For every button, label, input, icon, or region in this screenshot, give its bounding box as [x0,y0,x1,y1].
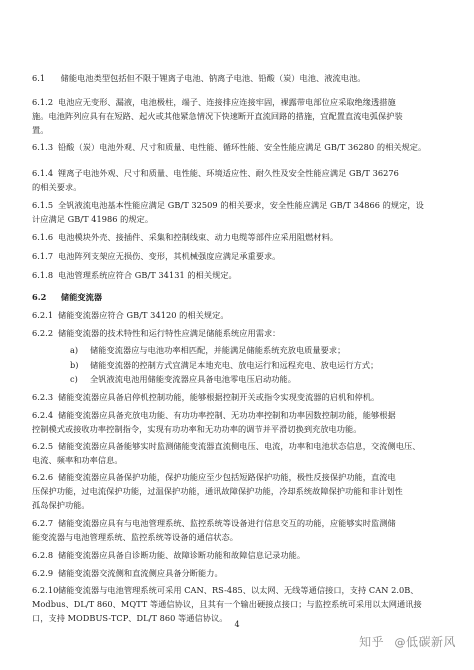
clause-text: 口，支持 MODBUS-TCP、DL/T 860 等通信协议。 [32,613,228,623]
clause-text: 全钒液流电池基本性能应满足 GB/T 32509 的相关要求，安全性能应满足 GB/T 34866 的规定，设 [58,200,424,210]
text-line [32,392,444,402]
clause-number: 6.2.10 [32,585,59,595]
watermark-brand: 知乎 [359,635,385,649]
clause-text: 的相关要求。 [32,182,82,192]
text-line [32,97,444,107]
clause-text: 储能变流器交流侧和直流侧应具备分断能力。 [58,568,223,578]
list-item [70,360,444,370]
text-line [32,518,444,528]
list-item-text: 全钒液流电池用储能变流器应具备电池零电压启动功能。 [90,374,296,384]
clause-text: 储能变流器应具备充放电功能、有功功率控制、无功功率控制和功率因数控制功能，能够根据 [58,410,396,420]
clause-text: 能变流器与电池管理系统、监控系统等设备的通信状态。 [32,532,238,542]
text-line [32,585,444,595]
clause-text: 储能变流器应符合 GB/T 34120 的相关规定。 [58,310,229,320]
text-line [32,500,444,510]
text-line [32,214,444,224]
clause-number: 6.1.8 [32,270,54,280]
clause-text: 电池管理系统应符合 GB/T 34131 的相关规定。 [58,270,237,280]
clause-text: 电池模块外壳、接插件、采集和控制线束、动力电缆等部件应采用阻燃材料。 [58,232,339,242]
clause-text: 储能变流器应具备自诊断功能、故障诊断功能和故障信息记录功能。 [58,550,306,560]
text-line [32,270,444,280]
text-line [32,532,444,542]
text-line [32,441,444,451]
list-item-label: c) [70,374,78,384]
clause-text: 储能变流器应具备启停机控制功能，能够根据控制开关或指令实现变流器的启机和停机。 [58,392,380,402]
clause-number: 6.2.5 [32,441,54,451]
clause-number: 6.2 [32,292,47,302]
clause-number: 6.1 [32,73,46,83]
clause-text: 控制模式或接收功率控制指令，实现有功功率和无功功率的调节并平滑切换到充放电功能。 [32,424,362,434]
clause-number: 6.2.1 [32,310,54,320]
list-item-text: 储能变流器的控制方式宜满足本地充电、放电运行和远程充电、放电运行方式； [90,360,379,370]
clause-text: 锂离子电池外观、尺寸和质量、电性能、环境适应性、耐久性及安全性能应满足 GB/T 36276 [58,168,399,178]
text-line [32,328,444,338]
clause-number: 6.2.2 [32,328,54,338]
clause-number: 6.2.3 [32,392,54,402]
text-line [32,111,444,121]
clause-text: 置。 [32,125,49,135]
text-line [32,142,444,152]
text-line [32,550,444,560]
page-number: 4 [234,620,240,629]
text-line [32,568,444,578]
text-line [32,182,444,192]
watermark-separator [387,635,391,649]
clause-text: 电流、频率和功率信息。 [32,455,123,465]
clause-text: 压保护功能，过电流保护功能，过温保护功能，通讯故障保护功能，冷却系统故障保护功能和非计划性 [32,486,403,496]
text-line [32,200,444,210]
clause-number: 6.2.6 [32,472,54,482]
list-item-text: 储能变流器应与电池功率相匹配，并能满足储能系统充放电质量要求； [90,345,346,355]
clause-text: Modbus、DL/T 860、MQTT 等通信协议，且其有一个输出硬接点接口；与监控系统可采用以太网通讯接 [32,599,422,609]
clause-number: 6.1.2 [32,97,54,107]
text-line [32,472,444,482]
clause-text: 储能变流器 [58,292,103,302]
clause-text: 储能变流器应具备保护功能，保护功能应至少包括短路保护功能，极性反接保护功能，直流电 [58,472,396,482]
clause-text: 电池阵列支架应无损伤、变形，其机械强度应满足承重要求。 [58,251,281,261]
text-line [32,251,444,261]
clause-number: 6.2.7 [32,518,54,528]
text-line [32,410,444,420]
text-line [32,292,444,302]
watermark-at: @ [394,636,406,649]
clause-number: 6.1.4 [32,168,54,178]
clause-number: 6.1.5 [32,200,54,210]
text-line [32,73,444,83]
clause-text: 电池应无变形、漏液，电池极柱，端子、连接排应连接牢固，裸露带电部位应采取绝缘透措施 [58,97,396,107]
list-item-label: b) [70,360,79,370]
clause-number: 6.1.3 [32,142,54,152]
clause-text: 储能变流器应具有与电池管理系统、监控系统等设备进行信息交互的功能，应能够实时监测储 [58,518,396,528]
list-item-label: a) [70,345,79,355]
clause-number: 6.2.9 [32,568,54,578]
clause-text: 储能变流器与电池管理系统可采用 CAN、RS-485、以太网、无线等通信接口，支持 CAN 2.0B、 [58,585,419,595]
text-line [32,232,444,242]
clause-text: 计应满足 GB/T 41986 的规定。 [32,214,154,224]
clause-text: 储能变流器的技术特性和运行特性应满足储能系统应用需求： [58,328,281,338]
clause-number: 6.1.6 [32,232,54,242]
clause-text: 储能电池类型包括但不限于锂离子电池、钠离子电池、铅酸（炭）电池、液流电池。 [58,73,366,83]
clause-number: 6.2.4 [32,410,54,420]
text-line [32,168,444,178]
text-line [32,125,444,135]
text-line [32,310,444,320]
clause-text: 铅酸（炭）电池外观、尺寸和质量、电性能、循环性能、安全性能应满足 GB/T 36280 的相关规定。 [58,142,427,152]
watermark-account: 低碳新风 [405,635,456,649]
clause-text: 施。电池阵列应具有在短路、起火或其他紧急情况下快速断开直流回路的措施，宜配置直流电弧保护装 [32,111,403,121]
clause-number: 6.2.8 [32,550,54,560]
list-item [70,374,444,384]
text-line [32,424,444,434]
clause-text: 孤岛保护功能。 [32,500,90,510]
watermark [359,633,456,650]
list-item [70,345,444,355]
clause-text: 储能变流器应具备能够实时监测储能变流器直流侧电压、电流，功率和电池状态信息，交流侧电压、 [58,441,421,451]
text-line [32,455,444,465]
text-line [32,486,444,496]
text-line [32,599,444,609]
clause-number: 6.1.7 [32,251,54,261]
